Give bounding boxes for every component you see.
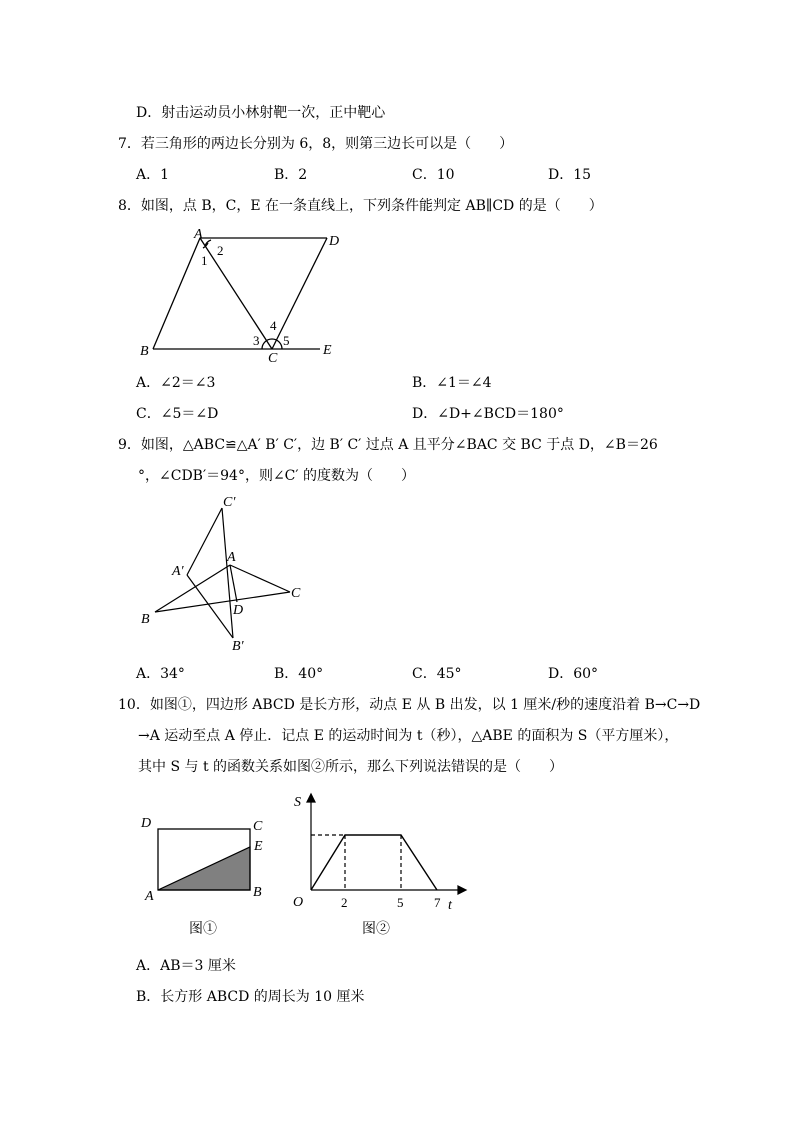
q10-fig2-label-t: t	[448, 898, 452, 913]
q8-stem: 8．如图，点 B，C，E 在一条直线上，下列条件能判定 AB∥CD 的是（ ）	[118, 198, 603, 214]
q10-fig2-tick-2: 2	[341, 895, 348, 910]
q10-fig1-label-d: D	[141, 816, 152, 831]
q9-label-c: C	[291, 586, 301, 601]
q10-stem-line2: →A 运动至点 A 停止．记点 E 的运动时间为 t（秒），△ABE 的面积为 S（平方厘米），	[138, 728, 679, 744]
q10-fig1-label-b: B	[253, 885, 262, 900]
q8-label-d: D	[329, 234, 340, 249]
q10-option-a: A．AB＝3 厘米	[136, 958, 236, 974]
q10-t-axis-arrow	[458, 886, 466, 894]
q8-label-5: 5	[283, 333, 290, 348]
q10-s-axis-arrow	[307, 794, 315, 802]
q9-label-c-prime: C′	[223, 495, 236, 510]
q9-option-a: A．34°	[136, 666, 185, 682]
q8-label-2: 2	[217, 243, 224, 258]
q8-option-b: B．∠1＝∠4	[412, 375, 492, 391]
q9-label-a: A	[227, 550, 236, 565]
q7-option-a: A．1	[136, 167, 170, 183]
q8-label-e: E	[323, 343, 332, 358]
q8-label-1: 1	[201, 253, 208, 268]
q9-option-c: C．45°	[412, 666, 462, 682]
q10-caption-1: 图①	[189, 921, 217, 937]
q10-graph-line	[311, 835, 437, 890]
q9-label-b-prime: B′	[232, 639, 244, 654]
q10-option-b: B．长方形 ABCD 的周长为 10 厘米	[136, 989, 365, 1005]
q10-stem-line3: 其中 S 与 t 的函数关系如图②所示，那么下列说法错误的是（ ）	[138, 759, 564, 775]
q9-option-b: B．40°	[274, 666, 324, 682]
q10-caption-2: 图②	[362, 921, 390, 937]
q10-fig2-tick-7: 7	[434, 895, 441, 910]
q8-label-a: A	[194, 227, 203, 242]
q9-label-d: D	[233, 603, 244, 618]
q8-option-c: C．∠5＝∠D	[136, 406, 219, 422]
q9-label-a-prime: A′	[172, 564, 184, 579]
q9-stem-line2: °，∠CDB′＝94°，则∠C′ 的度数为（ ）	[138, 468, 416, 484]
q8-option-d: D．∠D+∠BCD＝180°	[412, 406, 564, 422]
q8-label-4: 4	[270, 318, 277, 333]
q10-fig1-label-c: C	[253, 819, 263, 834]
q10-fig2-label-s: S	[294, 795, 301, 810]
q8-option-a: A．∠2＝∠3	[136, 375, 216, 391]
q10-fig1-label-e: E	[254, 839, 263, 854]
q7-stem: 7．若三角形的两边长分别为 6，8，则第三边长可以是（ ）	[118, 136, 514, 152]
q6-option-d: D．射击运动员小林射靶一次，正中靶心	[136, 105, 386, 121]
q7-option-d: D．15	[548, 167, 592, 183]
q9-option-d: D．60°	[548, 666, 599, 682]
q10-fig2-label-o: O	[293, 895, 304, 910]
q10-stem-line1: 10．如图①，四边形 ABCD 是长方形，动点 E 从 B 出发，以 1 厘米/秒的速度沿着 B→C→D	[118, 697, 701, 713]
q9-stem-line1: 9．如图，△ABC≌△A′ B′ C′，边 B′ C′ 过点 A 且平分∠BAC 交 BC 于点 D，∠B＝26	[118, 437, 658, 453]
q9-label-b: B	[141, 612, 150, 627]
q8-label-b: B	[140, 344, 149, 359]
q7-option-b: B．2	[274, 167, 308, 183]
q7-option-c: C．10	[412, 167, 455, 183]
q8-label-c: C	[268, 351, 278, 366]
q8-label-3: 3	[253, 333, 260, 348]
q10-fig1-label-a: A	[145, 889, 154, 904]
q10-fig2-tick-5: 5	[397, 895, 404, 910]
